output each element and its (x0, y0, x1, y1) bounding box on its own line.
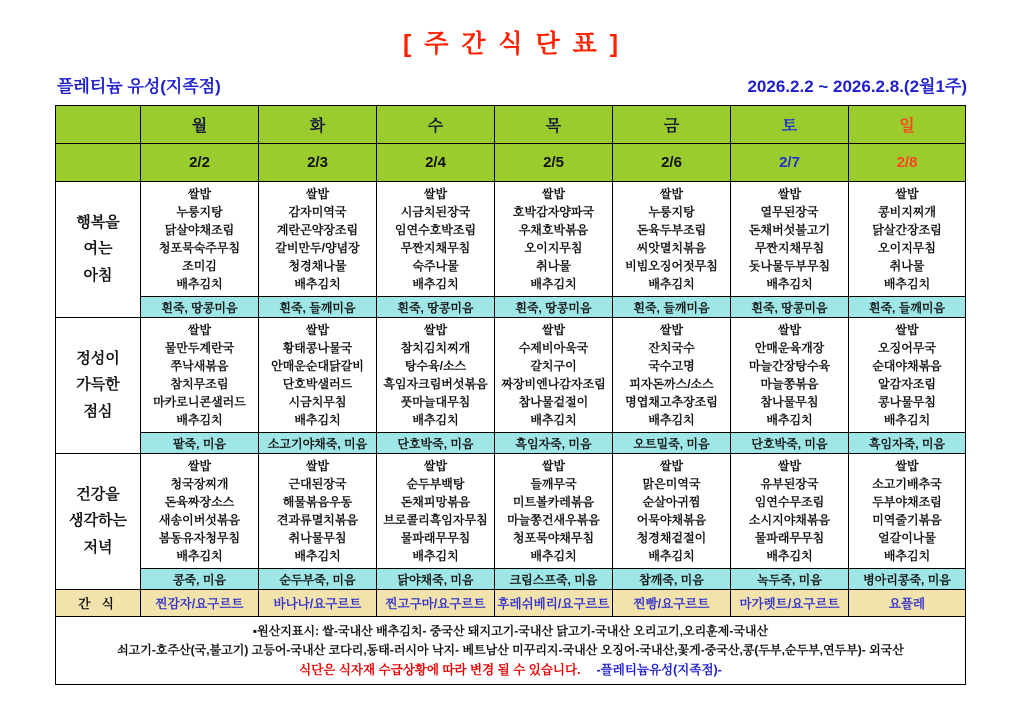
day-header-cell: 수 (377, 106, 495, 144)
menu-item: 배추김치 (648, 549, 695, 563)
menu-cell (141, 318, 259, 433)
menu-item: 순대야채볶음 (872, 359, 942, 373)
menu-item: 해물볶음우동 (282, 495, 353, 509)
day-header-cell: 금 (613, 106, 731, 144)
day-header-row (56, 106, 966, 144)
section-label-line: 정성이 (76, 350, 120, 368)
menu-item: 쌀밥 (541, 187, 566, 201)
day-header-cell: 목 (495, 106, 613, 144)
menu-item: 갈치구이 (530, 359, 577, 373)
menu-item: 돈육짜장소스 (164, 495, 235, 509)
date-cell: 2/3 (259, 144, 377, 182)
menu-cell (259, 182, 377, 297)
menu-item: 시금치무침 (288, 395, 347, 409)
menu-item: 마늘간장탕수육 (748, 359, 831, 373)
menu-item: 배추김치 (530, 277, 577, 291)
section-label-line: 여는 (83, 240, 113, 258)
menu-item: 배추김치 (766, 277, 813, 291)
menu-item: 청포묵숙주무침 (158, 241, 241, 255)
porridge-row-dinner (56, 569, 966, 590)
menu-item: 배추김치 (412, 413, 459, 427)
menu-item: 오이지무침 (524, 241, 583, 255)
menu-item: 오이지무침 (878, 241, 936, 255)
menu-item: 돈채버섯불고기 (748, 223, 831, 237)
day-header-cell: 월 (141, 106, 259, 144)
menu-cell (849, 318, 966, 433)
section-label-line: 아침 (83, 266, 113, 284)
menu-item: 감자미역국 (288, 205, 347, 219)
store-name: 플레티늄 유성(지족점) (57, 77, 221, 96)
menu-item: 배추김치 (176, 413, 223, 427)
porridge-cell: 흰죽, 땅콩미음 (377, 297, 495, 318)
porridge-cell: 흰죽, 땅콩미음 (731, 297, 849, 318)
porridge-cell: 단호박죽, 미음 (377, 433, 495, 454)
menu-item: 닭살간장조림 (872, 223, 942, 237)
date-cell: 2/8 (849, 144, 966, 182)
meal-row-breakfast (56, 182, 966, 297)
menu-item: 시금치된장국 (400, 205, 471, 219)
menu-item: 피자돈까스/소스 (629, 377, 714, 391)
menu-item: 무짠지채무침 (754, 241, 825, 255)
porridge-cell: 단호박죽, 미음 (731, 433, 849, 454)
menu-item: 배추김치 (648, 277, 695, 291)
menu-cell (495, 318, 613, 433)
menu-item: 콩비지찌개 (878, 205, 936, 219)
menu-item: 안매운순대닭갈비 (271, 359, 364, 373)
notice-line (56, 660, 965, 680)
menu-table (55, 105, 966, 685)
menu-item: 돈채피망볶음 (400, 495, 471, 509)
menu-item: 황태콩나물국 (282, 341, 353, 355)
section-label-lunch (56, 318, 141, 454)
porridge-cell: 크림스프죽, 미음 (495, 569, 613, 590)
menu-item: 배추김치 (294, 277, 341, 291)
menu-item: 안매운육개장 (754, 341, 825, 355)
menu-cell (495, 182, 613, 297)
menu-cell (849, 454, 966, 569)
section-label-line: 건강을 (76, 486, 120, 504)
menu-item: 들깨무국 (530, 477, 577, 491)
menu-item: 누룽지탕 (648, 205, 695, 219)
snack-cell: 바나나/요구르트 (259, 590, 377, 617)
menu-cell (731, 454, 849, 569)
porridge-cell: 흑임자죽, 미음 (495, 433, 613, 454)
menu-item: 순두부백탕 (406, 477, 465, 491)
menu-item: 참나물겉절이 (518, 395, 589, 409)
menu-item: 쌀밥 (777, 187, 802, 201)
snack-cell: 찐고구마/요구르트 (377, 590, 495, 617)
menu-item: 참나물무침 (760, 395, 819, 409)
menu-item: 어묵야채볶음 (636, 513, 707, 527)
porridge-cell: 흰죽, 땅콩미음 (141, 297, 259, 318)
menu-cell (731, 318, 849, 433)
menu-item: 쌀밥 (187, 187, 212, 201)
menu-item: 배추김치 (412, 549, 459, 563)
subheader (57, 72, 967, 97)
menu-item: 쌀밥 (423, 187, 448, 201)
menu-item: 미역줄기볶음 (872, 513, 942, 527)
period-range: 2026.2.2 ~ 2026.2.8.(2월1주) (747, 77, 967, 96)
section-label-dinner (56, 454, 141, 590)
menu-item: 배추김치 (294, 413, 341, 427)
menu-item: 배추김치 (294, 549, 341, 563)
menu-item: 유부된장국 (760, 477, 819, 491)
menu-item: 배추김치 (883, 277, 931, 291)
date-row (56, 144, 966, 182)
menu-item: 오징어무국 (878, 341, 936, 355)
menu-item: 참치김치찌개 (400, 341, 471, 355)
menu-cell (377, 454, 495, 569)
menu-item: 청포묵야채무침 (512, 531, 595, 545)
section-label-line: 가득한 (76, 376, 120, 394)
menu-item: 쌀밥 (659, 323, 684, 337)
menu-item: 배추김치 (530, 549, 577, 563)
menu-item: 취나물 (889, 259, 925, 273)
porridge-cell: 흰죽, 들깨미음 (849, 297, 966, 318)
meal-row-dinner (56, 454, 966, 569)
footer-cell (56, 617, 966, 685)
menu-item: 청경채나물 (288, 259, 347, 273)
menu-item: 청경채겉절이 (636, 531, 707, 545)
menu-item: 배추김치 (766, 413, 813, 427)
menu-item: 우채호박볶음 (518, 223, 589, 237)
menu-item: 배추김치 (883, 413, 931, 427)
day-header-cell: 일 (849, 106, 966, 144)
menu-cell (141, 182, 259, 297)
menu-cell (613, 454, 731, 569)
menu-item: 단호박샐러드 (282, 377, 353, 391)
menu-item: 명엽채고추장조림 (625, 395, 718, 409)
porridge-cell: 녹두죽, 미음 (731, 569, 849, 590)
footer-row (56, 617, 966, 685)
menu-item: 수제비아욱국 (518, 341, 589, 355)
menu-item: 알감자조림 (878, 377, 936, 391)
table-corner-cell (56, 144, 141, 182)
section-label-line: 저녁 (83, 538, 113, 556)
menu-item: 배추김치 (176, 277, 223, 291)
menu-item: 배추김치 (883, 549, 931, 563)
menu-cell (495, 454, 613, 569)
menu-item: 청국장찌개 (170, 477, 229, 491)
date-cell: 2/6 (613, 144, 731, 182)
menu-item: 국수고명 (648, 359, 695, 373)
porridge-cell: 순두부죽, 미음 (259, 569, 377, 590)
menu-item: 누룽지탕 (176, 205, 223, 219)
porridge-cell: 오트밀죽, 미음 (613, 433, 731, 454)
menu-item: 돗나물두부무침 (748, 259, 831, 273)
menu-item: 쌀밥 (187, 323, 212, 337)
menu-item: 봄동유자청무침 (158, 531, 241, 545)
snack-cell: 찐빵/요구르트 (613, 590, 731, 617)
page-title: [ 주 간 식 단 표 ] (402, 30, 622, 58)
porridge-cell: 흰죽, 땅콩미음 (495, 297, 613, 318)
menu-item: 쌀밥 (305, 459, 330, 473)
menu-item: 배추김치 (648, 413, 695, 427)
menu-item: 계란곤약장조림 (276, 223, 359, 237)
menu-item: 쌀밥 (895, 323, 919, 337)
menu-item: 쌀밥 (895, 187, 919, 201)
menu-item: 두부야채조림 (872, 495, 942, 509)
menu-cell (141, 454, 259, 569)
menu-item: 탕수육/소스 (404, 359, 467, 373)
menu-item: 쌀밥 (895, 459, 919, 473)
menu-item: 배추김치 (766, 549, 813, 563)
table-corner-cell (56, 106, 141, 144)
menu-item: 닭살야채조림 (164, 223, 235, 237)
menu-item: 마늘쫑볶음 (760, 377, 819, 391)
menu-item: 쌀밥 (305, 323, 330, 337)
menu-item: 견과류멸치볶음 (276, 513, 359, 527)
menu-item: 조미김 (182, 259, 217, 273)
menu-cell (259, 454, 377, 569)
menu-item: 물만두계란국 (164, 341, 235, 355)
menu-item: 물파래무무침 (400, 531, 471, 545)
menu-item: 배추김치 (176, 549, 223, 563)
menu-item: 새송이버섯볶음 (158, 513, 241, 527)
menu-item: 갈비만두/양념장 (275, 241, 360, 255)
snack-cell: 찐감자/요구르트 (141, 590, 259, 617)
menu-item: 비빔오징어젓무침 (625, 259, 718, 273)
menu-item: 얼갈이나물 (878, 531, 936, 545)
day-header-cell: 화 (259, 106, 377, 144)
porridge-cell: 콩죽, 미음 (141, 569, 259, 590)
menu-cell (377, 318, 495, 433)
menu-item: 돈육두부조림 (636, 223, 707, 237)
section-label-line: 생각하는 (69, 512, 127, 530)
porridge-cell: 참깨죽, 미음 (613, 569, 731, 590)
menu-item: 쌀밥 (541, 459, 566, 473)
meal-row-lunch (56, 318, 966, 433)
menu-item: 콩나물무침 (878, 395, 936, 409)
menu-item: 쌀밥 (423, 323, 448, 337)
menu-item: 임연수무조림 (754, 495, 825, 509)
menu-item: 쌀밥 (659, 187, 684, 201)
menu-cell (613, 318, 731, 433)
porridge-cell: 닭야채죽, 미음 (377, 569, 495, 590)
porridge-row-breakfast (56, 297, 966, 318)
menu-item: 마늘쫑건새우볶음 (507, 513, 600, 527)
menu-item: 흑임자크림버섯볶음 (383, 377, 488, 391)
porridge-cell: 흰죽, 들깨미음 (259, 297, 377, 318)
porridge-cell: 흑임자죽, 미음 (849, 433, 966, 454)
menu-cell (259, 318, 377, 433)
menu-item: 소시지야채볶음 (748, 513, 831, 527)
menu-item: 잔치국수 (648, 341, 695, 355)
section-label-line: 행복을 (76, 214, 120, 232)
snack-cell: 요플레 (849, 590, 966, 617)
date-cell: 2/7 (731, 144, 849, 182)
menu-item: 호박감자양파국 (512, 205, 595, 219)
menu-item: 물파래무무침 (754, 531, 825, 545)
date-cell: 2/2 (141, 144, 259, 182)
snack-row (56, 590, 966, 617)
menu-cell (377, 182, 495, 297)
menu-item: 맑은미역국 (642, 477, 701, 491)
snack-cell: 후레쉬베리/요구르트 (495, 590, 613, 617)
menu-item: 쭈낙새볶음 (170, 359, 229, 373)
menu-item: 미트볼카레볶음 (512, 495, 595, 509)
menu-item: 쌀밥 (187, 459, 212, 473)
signature-text: -플레티늄유성(지족점)- (596, 663, 722, 678)
menu-item: 씨앗멸치볶음 (636, 241, 707, 255)
menu-item: 참치무조림 (170, 377, 229, 391)
porridge-row-lunch (56, 433, 966, 454)
menu-item: 쌀밥 (777, 459, 802, 473)
menu-item: 숙주나물 (412, 259, 459, 273)
menu-cell (731, 182, 849, 297)
porridge-cell: 소고기야채죽, 미음 (259, 433, 377, 454)
menu-item: 열무된장국 (760, 205, 819, 219)
snack-cell: 마가렛트/요구르트 (731, 590, 849, 617)
menu-item: 임연수호박조림 (394, 223, 477, 237)
menu-item: 브로콜리흑임자무침 (383, 513, 488, 527)
menu-item: 풋마늘대무침 (400, 395, 471, 409)
menu-item: 무짠지채무침 (400, 241, 471, 255)
menu-item: 쌀밥 (659, 459, 684, 473)
notice-text: 식단은 식자재 수급상황에 따라 변경 될 수 있습니다. (299, 663, 581, 678)
snack-label: 간 식 (56, 590, 141, 617)
porridge-cell: 병아리콩죽, 미음 (849, 569, 966, 590)
menu-item: 취나물무침 (288, 531, 347, 545)
date-cell: 2/4 (377, 144, 495, 182)
menu-item: 근대된장국 (288, 477, 347, 491)
origin-line-1: ▪원산지표시: 쌀-국내산 배추김치- 중국산 돼지고기-국내산 닭고기-국내산 오리고기,오리훈제-국내산 (252, 624, 769, 638)
menu-item: 소고기배추국 (872, 477, 942, 491)
day-header-cell: 토 (731, 106, 849, 144)
menu-item: 쌀밥 (777, 323, 802, 337)
menu-cell (849, 182, 966, 297)
porridge-cell: 흰죽, 들깨미음 (613, 297, 731, 318)
origin-line-2: 쇠고기-호주산(국,불고기) 고등어-국내산 코다리,동태-러시아 낙지- 베트남산 미꾸리지-국내산 오징어-국내산,꽃게-중국산,콩(두부,순두부,연두부)- 외국산 (117, 643, 904, 658)
menu-item: 쌀밥 (305, 187, 330, 201)
menu-item: 배추김치 (412, 277, 459, 291)
menu-item: 쌀밥 (541, 323, 566, 337)
menu-item: 짜장비엔나감자조림 (501, 377, 606, 391)
date-cell: 2/5 (495, 144, 613, 182)
porridge-cell: 팥죽, 미음 (141, 433, 259, 454)
menu-item: 쌀밥 (423, 459, 448, 473)
menu-cell (613, 182, 731, 297)
menu-item: 순살아귀찜 (642, 495, 701, 509)
menu-item: 배추김치 (530, 413, 577, 427)
menu-item: 취나물 (536, 259, 571, 273)
section-label-breakfast (56, 182, 141, 318)
section-label-line: 점심 (83, 402, 113, 420)
menu-item: 마카로니콘샐러드 (153, 395, 246, 409)
